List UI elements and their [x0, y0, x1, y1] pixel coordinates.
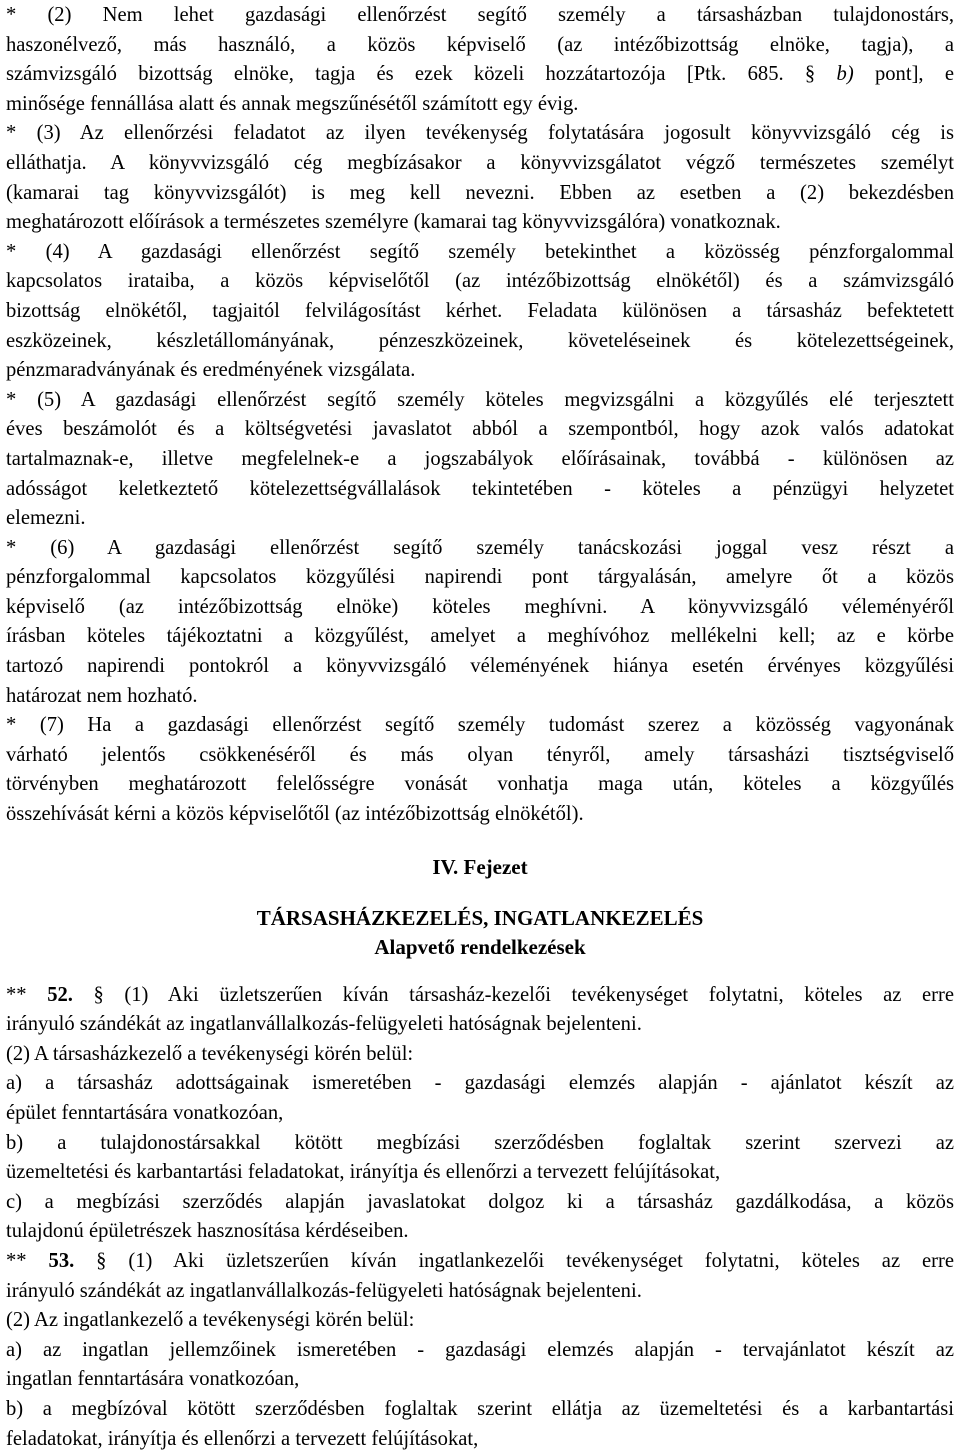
text-line: * (5) A gazdasági ellenőrzést segítő személy köteles megvizsgálni a közgyűlés elé terjesztett	[6, 388, 954, 411]
italic-point-label: b)	[836, 63, 854, 86]
text-line: b) a megbízóval kötött szerződésben foglaltak szerint ellátja az üzemeltetési és a karbantartási	[6, 1397, 954, 1420]
text-run: pont], e	[853, 63, 954, 86]
text-line: (2) Az ingatlankezelő a tevékenységi körén belül:	[6, 1309, 415, 1332]
text-line: elemezni.	[6, 507, 86, 530]
text-run: § (1) Aki üzletszerűen kíván ingatlankezelői tevékenységet folytatni, köteles az erre	[74, 1249, 954, 1272]
text-line: (kamarai tag könyvvizsgálót) is meg kell nevezni. Ebben az esetben a (2) bekezdésben	[6, 181, 954, 204]
text-line: * (6) A gazdasági ellenőrzést segítő személy tanácskozási joggal vesz részt a	[6, 536, 954, 559]
chapter-title: TÁRSASHÁZKEZELÉS, INGATLANKEZELÉS	[256, 905, 704, 930]
text-line: tulajdonú épületrészek hasznosítása kérdéseiben.	[6, 1220, 409, 1243]
text-line: törvényben meghatározott felelősségre vonását vonhatja maga után, köteles a közgyűlés	[6, 773, 954, 796]
text-line: tartalmaznak-e, illetve megfelelnek-e a jogszabályok előírásainak, továbbá - különösen az	[6, 447, 954, 470]
amendment-marker: **	[6, 983, 48, 1006]
text-line: irányuló szándékát az ingatlanvállalkozás-felügyeleti hatóságnak bejelenteni.	[6, 1013, 642, 1036]
text-line: elláthatja. A könyvvizsgáló cég megbízásakor a könyvvizsgálatot végző természetes személyt	[6, 151, 954, 174]
text-line: a) a társasház adottságainak ismeretében - gazdasági elemzés alapján - ajánlatot készít az	[6, 1072, 954, 1095]
section-51-continued	[6, 0, 954, 830]
text-line: eszközeinek, készletállományának, pénzeszközeinek, követeléseinek és kötelezettségeinek,	[6, 329, 954, 352]
text-line: * (3) Az ellenőrzési feladatot az ilyen tevékenység folytatására jogosult könyvvizsgáló cég is	[6, 122, 954, 145]
text-line: pénzmaradványának és eredményének vizsgálata.	[6, 359, 416, 382]
text-line: (2) A társasházkezelő a tevékenységi körén belül:	[6, 1042, 414, 1065]
text-line: minősége fennállása alatt és annak megszűnésétől számított egy évig.	[6, 92, 579, 115]
text-line: írásban köteles tájékoztatni a közgyűlést, amelyet a meghívóhoz mellékelni kell; az e körbe	[6, 625, 954, 648]
text-line: összehívását kérni a közös képviselőtől (az intézőbizottság elnökétől).	[6, 803, 584, 826]
text-line: határozat nem hozható.	[6, 684, 198, 707]
text-line: kapcsolatos irataiba, a közös képviselőtől (az intézőbizottság elnökétől) és a számvizsgáló	[6, 270, 954, 293]
text-line: képviselő (az intézőbizottság elnöke) köteles meghívni. A könyvvizsgáló véleményéről	[6, 595, 954, 618]
section-52-first-line	[6, 981, 954, 1011]
text-line: épület fenntartására vonatkozóan,	[6, 1102, 284, 1124]
text-line: b) a tulajdonostársakkal kötött megbízási szerződésben foglaltak szerint szervezi az	[6, 1131, 954, 1154]
text-run: számvizsgáló bizottság elnöke, tagja és ezek közeli hozzátartozója [Ptk. 685. §	[6, 63, 837, 86]
text-line: irányuló szándékát az ingatlanvállalkozás-felügyeleti hatóságnak bejelenteni.	[6, 1279, 642, 1302]
section-number: 52.	[47, 983, 73, 1006]
text-line: feladatokat, irányítja és ellenőrzi a tervezett felújításokat,	[6, 1427, 479, 1450]
text-line: pénzforgalommal kapcsolatos közgyűlési napirendi pont tárgyalásán, amelyre őt a közös	[6, 566, 954, 589]
text-line: adósságot keletkeztető kötelezettségvállalások tekintetében - köteles a pénzügyi helyzetet	[6, 477, 954, 500]
text-line: meghatározott előírások a természetes személyre (kamarai tag könyvvizsgálóra) vonatkoznak.	[6, 211, 781, 234]
text-line: üzemeltetési és karbantartási feladatokat, irányítja és ellenőrzi a tervezett felújításokat,	[6, 1161, 721, 1184]
section-53-first-line	[6, 1247, 954, 1277]
text-line	[6, 60, 954, 90]
text-line: várható jelentős csökkenéséről és más olyan tényről, amely társasházi tisztségviselő	[6, 743, 954, 766]
amendment-marker: **	[6, 1249, 49, 1272]
text-line: * (7) Ha a gazdasági ellenőrzést segítő személy tudomást szerez a közösség vagyonának	[6, 714, 954, 737]
text-line: haszonélvező, más használó, a közös képviselő (az intézőbizottság elnöke, tagja), a	[6, 33, 954, 56]
text-line: tartozó napirendi pontokról a könyvvizsgáló véleményének hiánya esetén érvényes közgyűlési	[6, 655, 954, 678]
text-line: * (4) A gazdasági ellenőrzést segítő személy betekinthet a közösség pénzforgalommal	[6, 240, 954, 263]
chapter-subtitle: Alapvető rendelkezések	[374, 934, 586, 959]
section-number: 53.	[48, 1249, 75, 1272]
sections-52-53	[6, 981, 954, 1454]
text-line: éves beszámolót és a költségvetési javaslatot abból a szempontból, hogy azok valós adatokat	[6, 418, 954, 441]
text-line: bizottság elnökétől, tagjaitól felvilágosítást kérhet. Feladata különösen a társasház befektetett	[6, 299, 954, 322]
text-line: a) az ingatlan jellemzőinek ismeretében - gazdasági elemzés alapján - tervajánlatot készít az	[6, 1338, 954, 1361]
chapter-heading: IV. Fejezet	[432, 854, 528, 879]
text-line: c) a megbízási szerződés alapján javaslatokat dolgoz ki a társasház gazdálkodása, a közös	[6, 1190, 954, 1213]
text-line: * (2) Nem lehet gazdasági ellenőrzést segítő személy a társasházban tulajdonostárs,	[6, 4, 954, 26]
text-run: § (1) Aki üzletszerűen kíván társasház-kezelői tevékenységet folytatni, köteles az erre	[72, 983, 954, 1006]
text-line: ingatlan fenntartására vonatkozóan,	[6, 1368, 300, 1391]
